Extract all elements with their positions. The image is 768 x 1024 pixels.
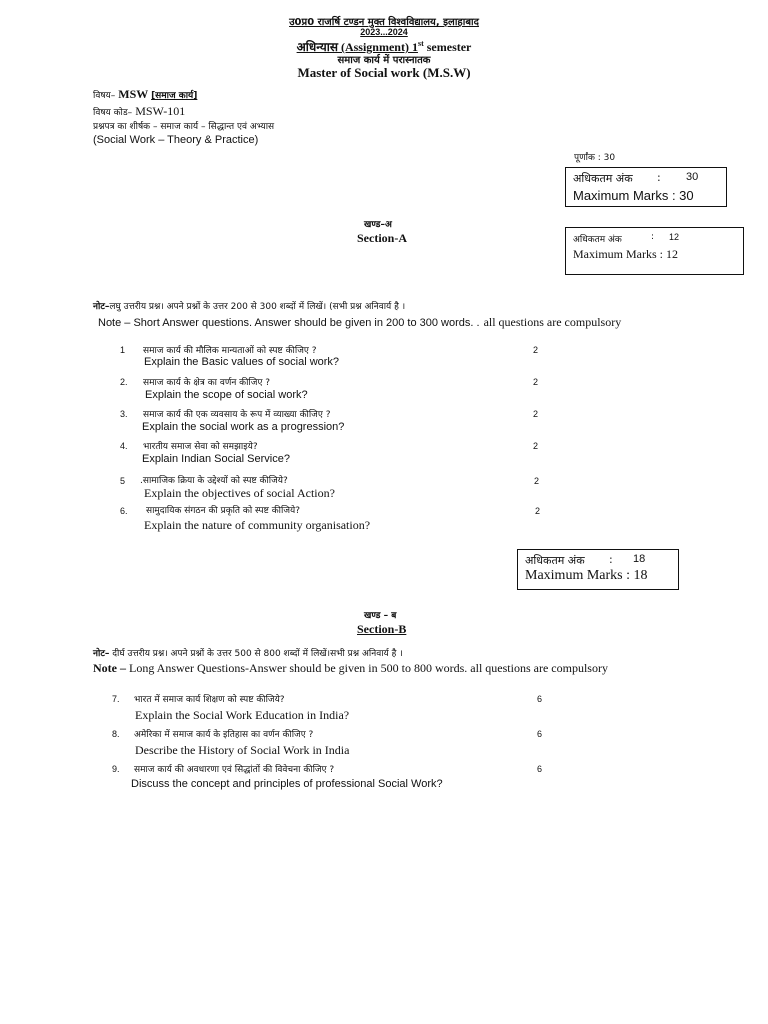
- section-a-marks-box: [565, 227, 744, 275]
- section-b-note-hindi: नोट– दीर्घ उत्तरीय प्रश्न। अपने प्रश्नों के उत्तर 500 से 800 शब्दों में लिखें।सभी प्रश्न अनिवार्य है ।: [93, 649, 403, 659]
- question-marks: 2: [533, 377, 539, 387]
- question-english: Describe the History of Social Work in India: [135, 743, 350, 757]
- question-english: Explain the scope of social work?: [145, 389, 308, 401]
- question-english: Explain the nature of community organisation?: [144, 518, 371, 532]
- question-english: Discuss the concept and principles of professional Social Work?: [131, 778, 443, 790]
- question-hindi: भारत में समाज कार्य शिक्षण को स्पष्ट कीजिये?: [134, 695, 285, 705]
- section-b-note-english: Note – Long Answer Questions-Answer should be given in 500 to 800 words. all questions are compulsory: [93, 661, 608, 675]
- subject-code-line: विषय कोड– MSW-101: [93, 104, 186, 118]
- question-marks: 2: [534, 476, 540, 486]
- section-a-note-hindi: नोट–लघु उत्तरीय प्रश्न। अपने प्रश्नों के उत्तर 200 से 300 शब्दों में लिखें। (सभी प्रश्न अनिवार्य है ।: [93, 302, 406, 312]
- section-b-heading: Section-B: [357, 622, 407, 636]
- paper-title-hindi: प्रश्नपत्र का शीर्षक – समाज कार्य – सिद्धान्त एवं अभ्यास: [93, 122, 275, 132]
- question-marks: 2: [533, 409, 539, 419]
- programme-hindi: समाज कार्य में परास्नातक: [337, 55, 431, 66]
- section-a-note-english: Note – Short Answer questions. Answer should be given in 200 to 300 words. . all questions are compulsory: [98, 315, 622, 329]
- question-number: 7.: [112, 694, 120, 704]
- section-a-heading-hindi: खण्ड–अ: [364, 220, 392, 230]
- question-number: 5: [120, 476, 126, 486]
- question-english: Explain the social work as a progression?: [142, 421, 345, 433]
- question-number: 3.: [120, 409, 128, 419]
- question-marks: 6: [537, 694, 543, 704]
- section-b-max-hindi: अधिकतम अंक : 18: [525, 553, 646, 567]
- paper-title-english: (Social Work – Theory & Practice): [93, 134, 259, 146]
- question-hindi: .सामाजिक क्रिया के उद्देश्यों को स्पष्ट कीजिये?: [140, 476, 288, 486]
- question-hindi: भारतीय समाज सेवा को समझाइये?: [143, 442, 258, 452]
- question-hindi: समाज कार्य की एक व्यवसाय के रूप में व्याख्या कीजिए ?: [143, 410, 331, 420]
- question-hindi: अमेरिका में समाज कार्य के इतिहास का वर्णन कीजिए ?: [134, 730, 314, 740]
- section-b-heading-hindi: खण्ड – ब: [364, 611, 397, 621]
- question-number: 1: [120, 345, 126, 355]
- section-a-max-english: Maximum Marks : 12: [573, 247, 678, 261]
- question-number: 9.: [112, 764, 120, 774]
- question-marks: 2: [535, 506, 541, 516]
- question-marks: 2: [533, 345, 539, 355]
- question-english: Explain the Basic values of social work?: [144, 356, 340, 368]
- university-name: उ0प्र0 राजर्षि टण्डन मुक्त विश्वविद्यालय, इलाहाबाद: [289, 17, 479, 28]
- section-b-max-english: Maximum Marks : 18: [525, 568, 648, 583]
- question-number: 4.: [120, 441, 128, 451]
- question-marks: 6: [537, 764, 543, 774]
- full-marks: पूर्णांक : 30: [574, 153, 616, 163]
- question-english: Explain the objectives of social Action?: [144, 486, 335, 500]
- question-hindi: समाज कार्य के क्षेत्र का वर्णन कीजिए ?: [143, 378, 271, 388]
- question-hindi: समाज कार्य की मौलिक मान्यताओं को स्पष्ट कीजिए ?: [143, 346, 317, 356]
- question-number: 2.: [120, 377, 128, 387]
- max-marks-hindi: अधिकतम अंक : 30: [573, 171, 699, 185]
- assignment-title: अधिन्यास (Assignment) 1st semester: [296, 39, 472, 54]
- total-marks-box: [565, 167, 727, 207]
- question-hindi: सामुदायिक संगठन की प्रकृति को स्पष्ट कीजिये?: [146, 506, 301, 516]
- section-a-heading: Section-A: [357, 231, 407, 245]
- section-b-marks-box: [517, 549, 679, 590]
- question-marks: 6: [537, 729, 543, 739]
- session-year: 2023...2024: [360, 27, 408, 37]
- question-english: Explain the Social Work Education in India?: [135, 708, 350, 722]
- section-a-max-hindi: अधिकतम अंक : 12: [573, 232, 680, 245]
- question-marks: 2: [533, 441, 539, 451]
- question-number: 6.: [120, 506, 128, 516]
- question-english: Explain Indian Social Service?: [142, 453, 290, 465]
- max-marks-english: Maximum Marks : 30: [573, 188, 694, 203]
- question-number: 8.: [112, 729, 120, 739]
- subject-line: विषय– MSW [समाज कार्य]: [93, 87, 198, 101]
- question-hindi: समाज कार्य की अवधारणा एवं सिद्धांतों की विवेचना कीजिए ?: [134, 765, 335, 775]
- programme-english: Master of Social work (M.S.W): [297, 65, 471, 80]
